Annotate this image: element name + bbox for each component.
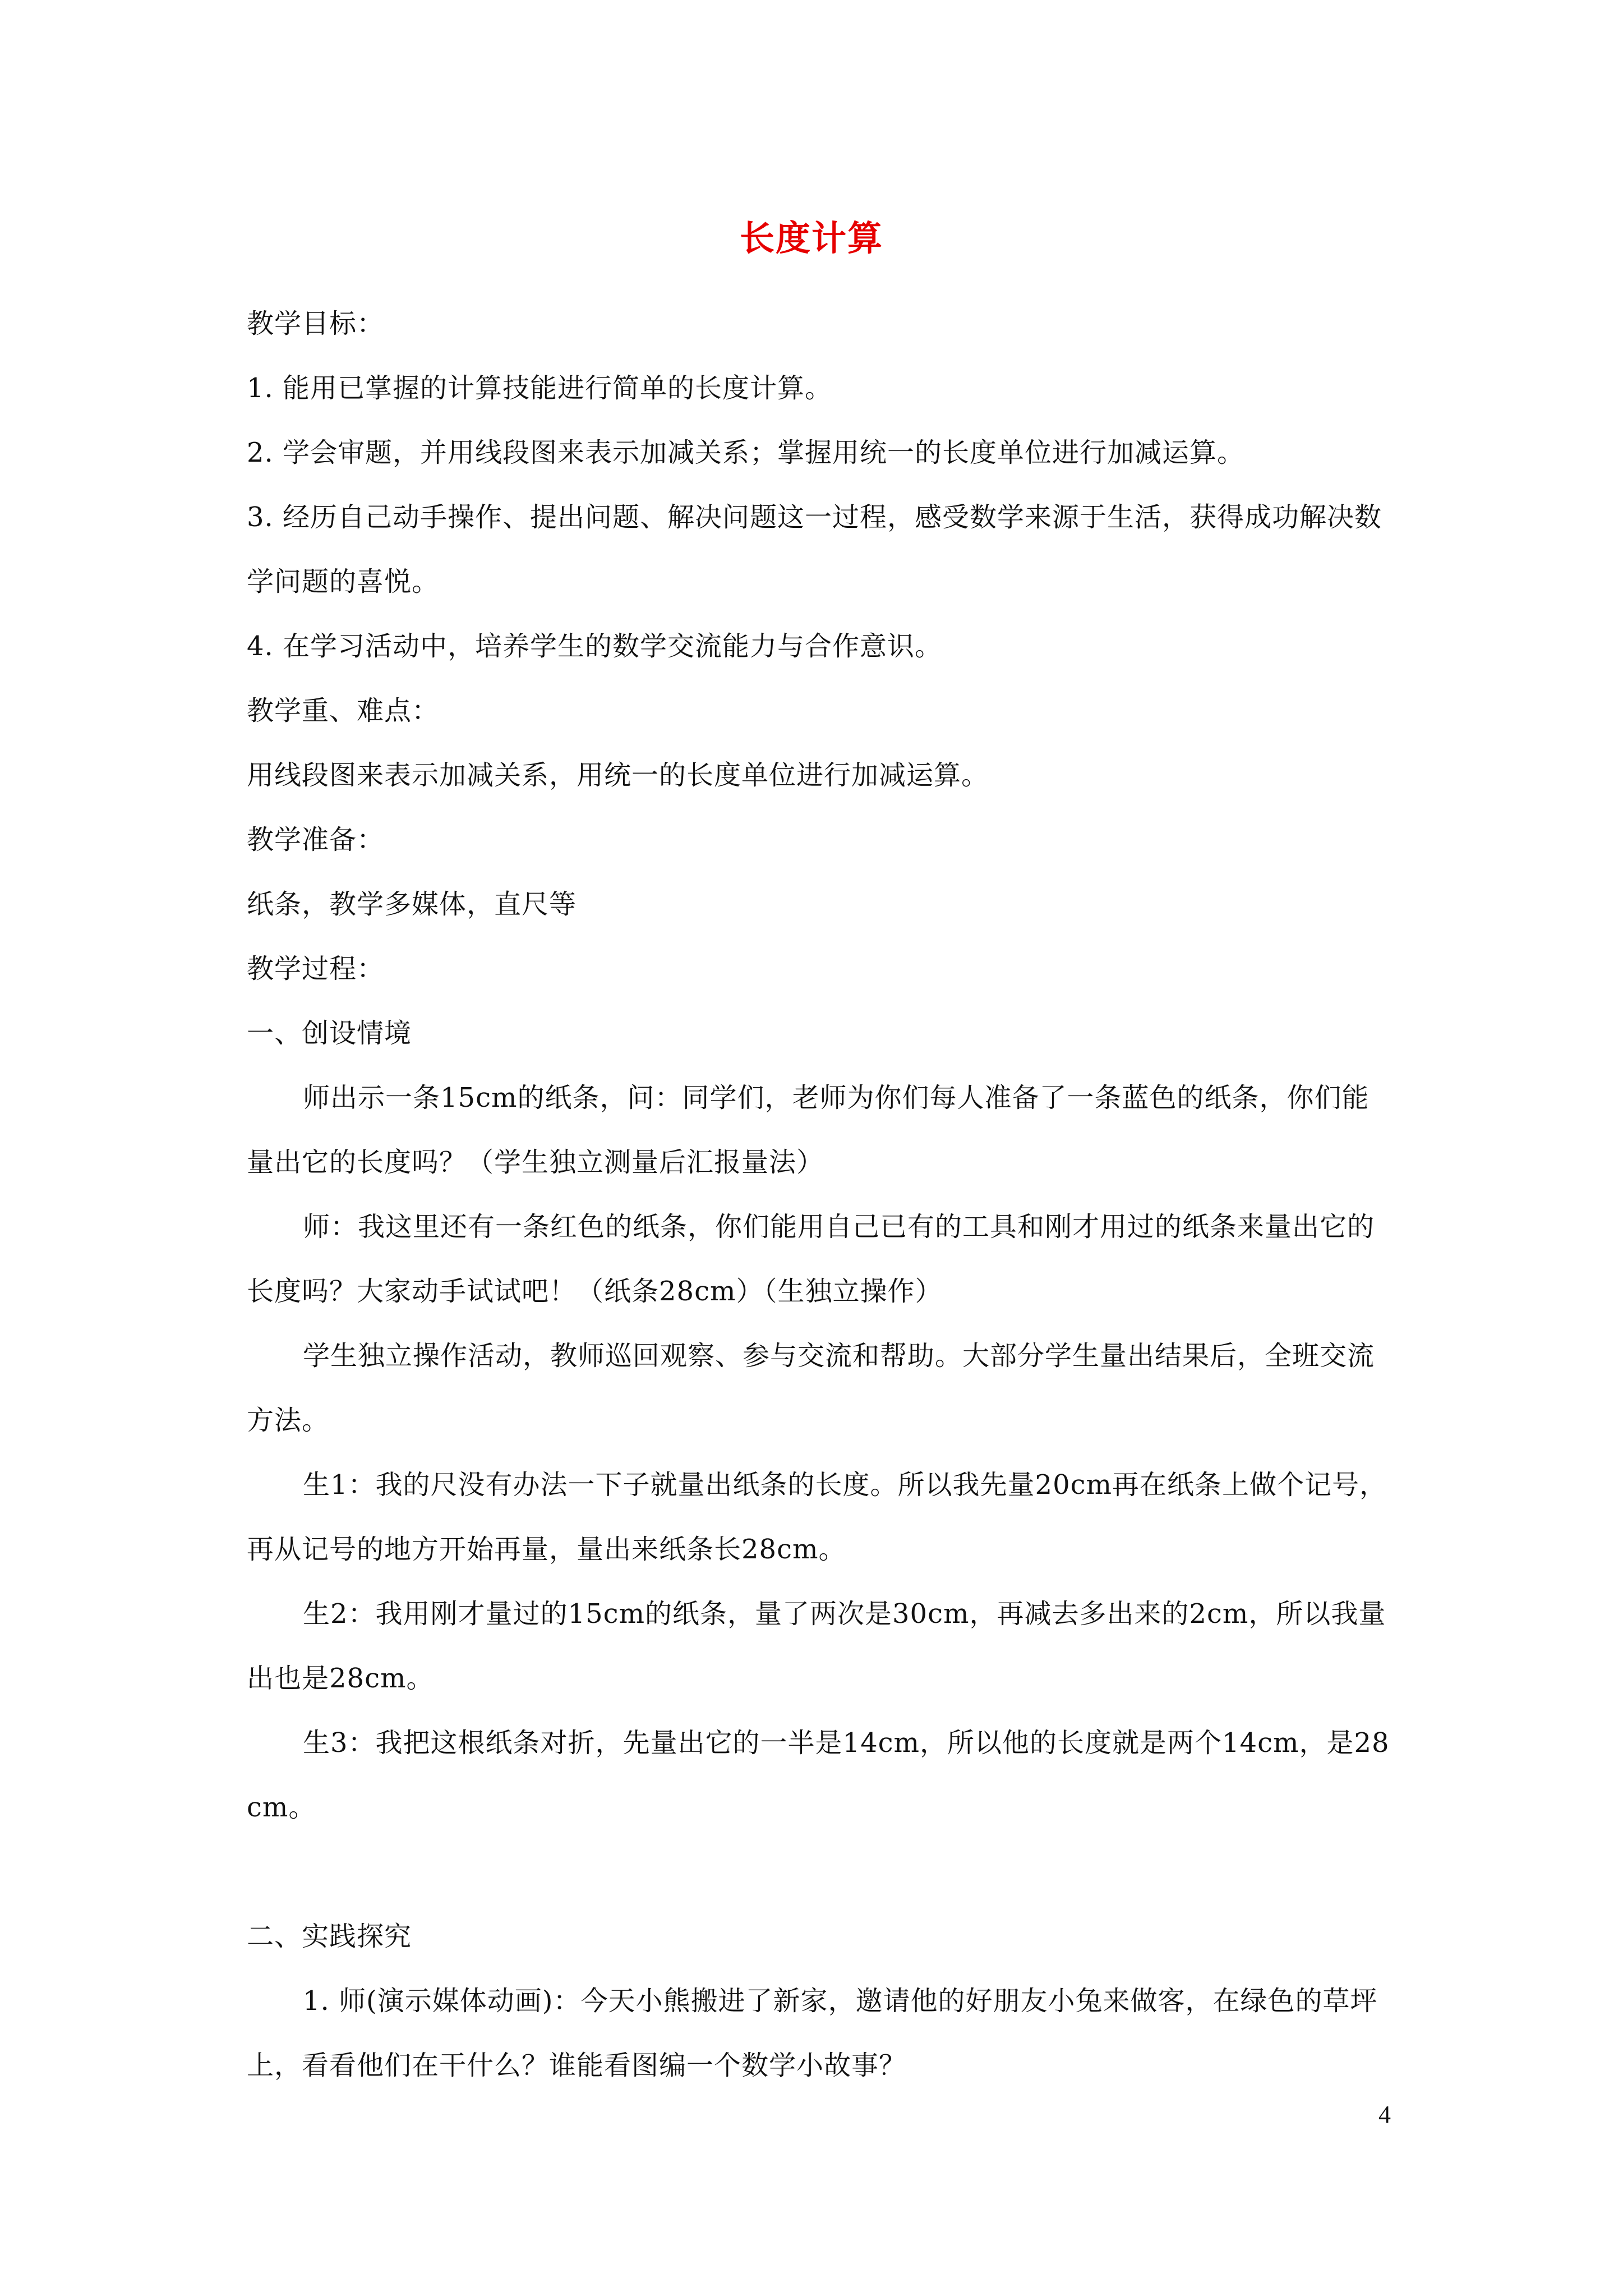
section-paragraph: 生3：我把这根纸条对折，先量出它的一半是14cm，所以他的长度就是两个14cm，是28cm。 — [247, 1727, 1390, 1823]
section-heading: 二、实践探究 — [247, 1921, 412, 1952]
section-paragraph: 1. 师(演示媒体动画)：今天小熊搬进了新家，邀请他的好朋友小兔来做客，在绿色的草坪上，看看他们在干什么？谁能看图编一个数学小故事？ — [247, 1985, 1378, 2081]
preparation-text: 纸条，教学多媒体，直尺等 — [247, 889, 577, 920]
key-points-text: 用线段图来表示加减关系，用统一的长度单位进行加减运算。 — [247, 760, 989, 791]
key-points-heading: 教学重、难点： — [247, 695, 440, 726]
section-paragraph: 生2：我用刚才量过的15cm的纸条，量了两次是30cm，再减去多出来的2cm，所以我量出也是28cm。 — [247, 1598, 1386, 1694]
section-paragraph: 学生独立操作活动，教师巡回观察、参与交流和帮助。大部分学生量出结果后，全班交流方法。 — [247, 1340, 1375, 1436]
section-paragraph: 师出示一条15cm的纸条，问：同学们，老师为你们每人准备了一条蓝色的纸条，你们能量出它的长度吗？（学生独立测量后汇报量法） — [247, 1082, 1370, 1178]
objective-item: 3. 经历自己动手操作、提出问题、解决问题这一过程，感受数学来源于生活，获得成功解决数学问题的喜悦。 — [247, 501, 1382, 597]
paragraph-gap — [247, 1840, 1391, 1904]
document-title: 长度计算 — [739, 218, 883, 259]
objective-item: 2. 学会审题，并用线段图来表示加减关系；掌握用统一的长度单位进行加减运算。 — [247, 437, 1245, 468]
objective-item: 1. 能用已掌握的计算技能进行简单的长度计算。 — [247, 372, 833, 404]
document-body — [247, 292, 1391, 2098]
objective-item: 4. 在学习活动中，培养学生的数学交流能力与合作意识。 — [247, 631, 943, 662]
section-paragraph: 生1：我的尺没有办法一下子就量出纸条的长度。所以我先量20cm再在纸条上做个记号，再从记号的地方开始再量，量出来纸条长28cm。 — [247, 1469, 1387, 1565]
preparation-heading: 教学准备： — [247, 824, 385, 855]
section-heading: 一、创设情境 — [247, 1018, 412, 1049]
process-heading: 教学过程： — [247, 953, 385, 984]
section-paragraph: 师：我这里还有一条红色的纸条，你们能用自己已有的工具和刚才用过的纸条来量出它的长度吗？大家动手试试吧！（纸条28cm）（生独立操作） — [247, 1211, 1375, 1307]
page-number: 4 — [1378, 2101, 1391, 2128]
objectives-heading: 教学目标： — [247, 308, 385, 339]
